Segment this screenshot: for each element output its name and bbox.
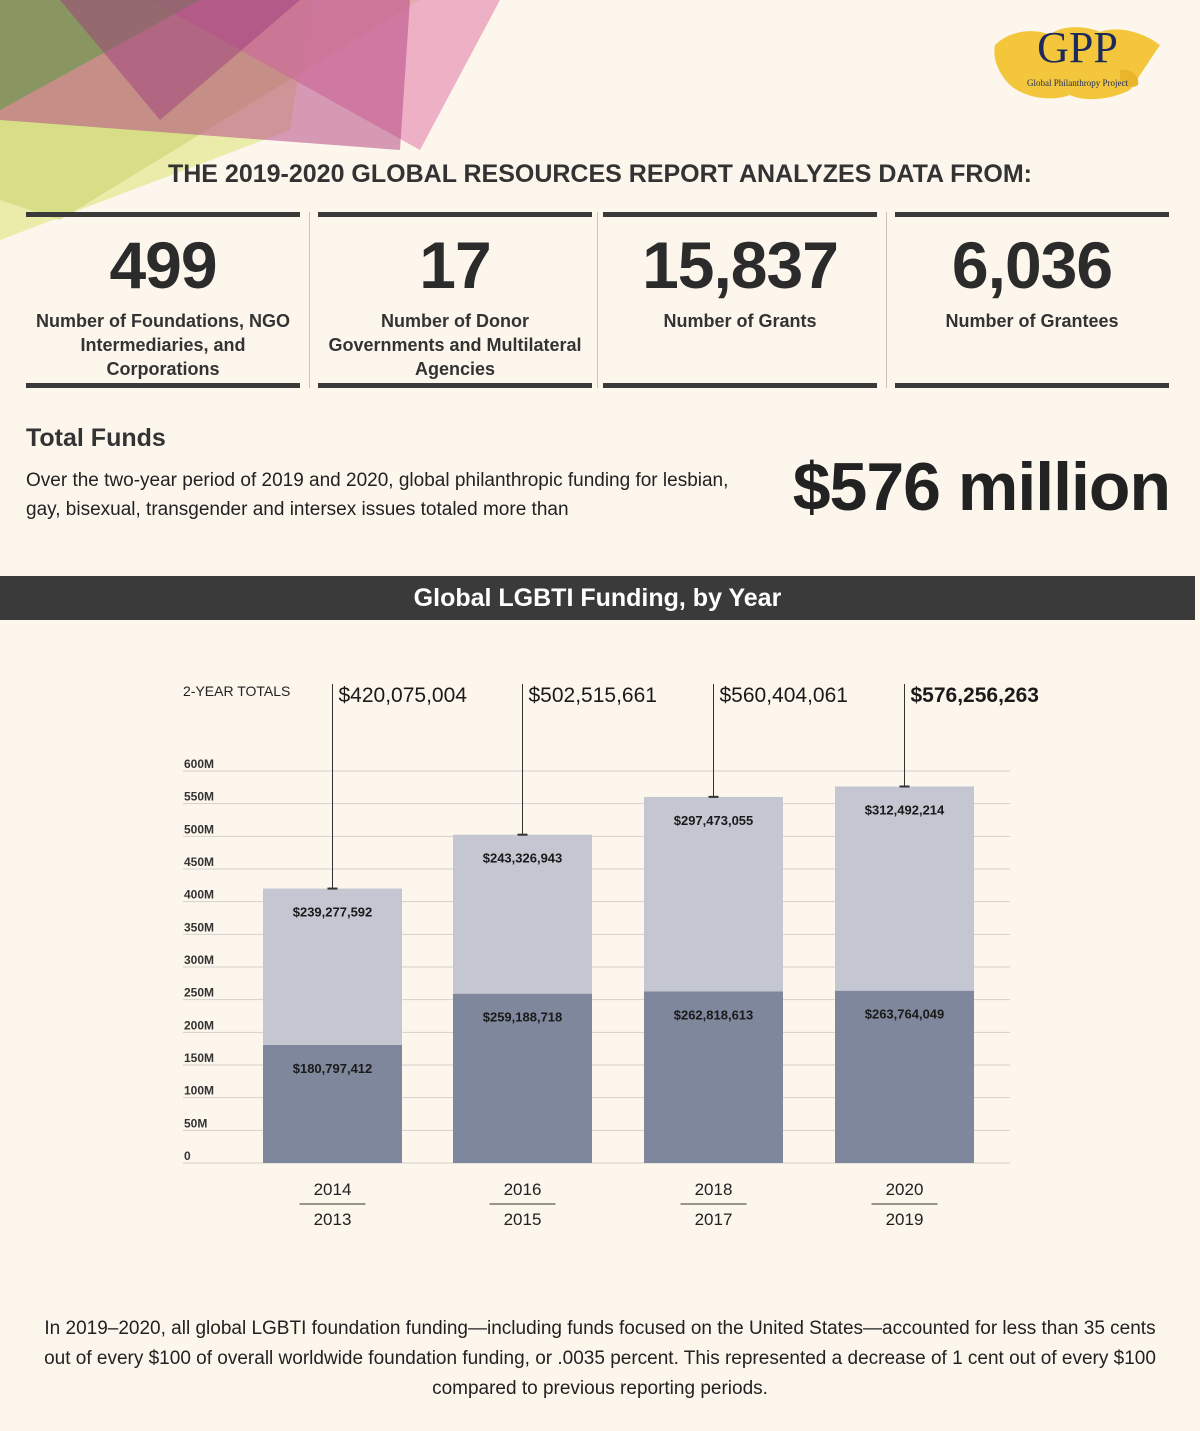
two-year-total-label: $560,404,061 bbox=[719, 684, 848, 707]
bar-value-label: $259,188,718 bbox=[482, 1009, 563, 1025]
two-year-total-label: $576,256,263 bbox=[910, 684, 1039, 707]
y-tick-label: 500M bbox=[184, 822, 215, 837]
x-tick-label-bottom: 2013 bbox=[313, 1210, 352, 1229]
y-tick-label: 550M bbox=[184, 789, 215, 804]
stat-label: Number of Donor Governments and Multilateral Agencies bbox=[328, 311, 582, 379]
bar-value-label: $263,764,049 bbox=[864, 1006, 945, 1022]
logo-subtitle: Global Philanthropy Project bbox=[1027, 78, 1128, 88]
y-tick-label: 50M bbox=[184, 1116, 208, 1131]
stat-label: Number of Grants bbox=[663, 311, 817, 331]
y-tick-label: 100M bbox=[184, 1083, 215, 1098]
bar-value-label: $262,818,613 bbox=[673, 1007, 754, 1023]
two-year-total-label: $420,075,004 bbox=[338, 684, 467, 707]
bar-value-label: $239,277,592 bbox=[292, 904, 373, 920]
chart-title: Global LGBTI Funding, by Year bbox=[0, 576, 1195, 620]
page-headline: THE 2019-2020 GLOBAL RESOURCES REPORT ANALYZES DATA FROM: bbox=[167, 160, 1033, 188]
total-funds-description: Over the two-year period of 2019 and 2020, global philanthropic funding for lesbian, gay, bisexual, transgender and intersex issues totaled more than bbox=[26, 470, 729, 520]
x-tick-label-top: 2020 bbox=[885, 1180, 924, 1199]
y-tick-label: 0 bbox=[184, 1149, 191, 1163]
stat-number: 15,837 bbox=[642, 228, 838, 302]
stat-number: 6,036 bbox=[951, 228, 1113, 302]
totals-header-label: 2-YEAR TOTALS bbox=[183, 683, 291, 699]
stat-foundations bbox=[26, 212, 300, 388]
x-tick-label-top: 2018 bbox=[694, 1180, 733, 1199]
x-tick-label-bottom: 2017 bbox=[694, 1210, 733, 1229]
y-tick-label: 300M bbox=[184, 953, 215, 967]
logo-text: GPP bbox=[1037, 23, 1118, 72]
funding-bar-chart bbox=[0, 640, 1200, 1240]
divider bbox=[597, 212, 598, 388]
total-funds-title: Total Funds bbox=[26, 424, 166, 452]
stat-number: 17 bbox=[419, 228, 491, 302]
x-tick-label-bottom: 2019 bbox=[885, 1210, 924, 1229]
x-tick-label-top: 2014 bbox=[313, 1180, 352, 1199]
divider bbox=[886, 212, 887, 388]
stat-donor-governments bbox=[318, 212, 592, 388]
stat-label: Number of Foundations, NGO Intermediaries, and Corporations bbox=[36, 311, 290, 379]
stat-number: 499 bbox=[109, 228, 217, 302]
bar-value-label: $312,492,214 bbox=[864, 802, 945, 818]
y-tick-label: 600M bbox=[184, 757, 215, 771]
bar-value-label: $180,797,412 bbox=[292, 1060, 373, 1076]
bar-value-label: $297,473,055 bbox=[673, 812, 754, 828]
y-tick-label: 150M bbox=[184, 1051, 215, 1065]
decorative-shapes bbox=[0, 0, 520, 240]
stat-label: Number of Grantees bbox=[945, 311, 1119, 331]
bar-value-label: $243,326,943 bbox=[482, 850, 563, 866]
stat-grants bbox=[603, 212, 877, 388]
y-tick-label: 200M bbox=[184, 1018, 215, 1033]
two-year-total-label: $502,515,661 bbox=[528, 684, 657, 707]
y-tick-label: 350M bbox=[184, 920, 215, 935]
x-tick-label-bottom: 2015 bbox=[503, 1210, 542, 1229]
divider bbox=[309, 212, 310, 388]
footnote: In 2019–2020, all global LGBTI foundation funding—including funds focused on the United States—accounted for less than 35 cents out of every $100 of overall worldwide foundation funding, or .0035 percent. This represented a decrease of 1 cent out of every $100 compared to previous reporting periods. bbox=[44, 1318, 1156, 1399]
y-tick-label: 400M bbox=[184, 887, 215, 902]
total-funds-amount: $576 million bbox=[792, 449, 1170, 525]
y-tick-label: 250M bbox=[184, 985, 215, 1000]
stat-grantees bbox=[895, 212, 1169, 388]
y-tick-label: 450M bbox=[184, 855, 215, 869]
x-tick-label-top: 2016 bbox=[503, 1180, 542, 1199]
